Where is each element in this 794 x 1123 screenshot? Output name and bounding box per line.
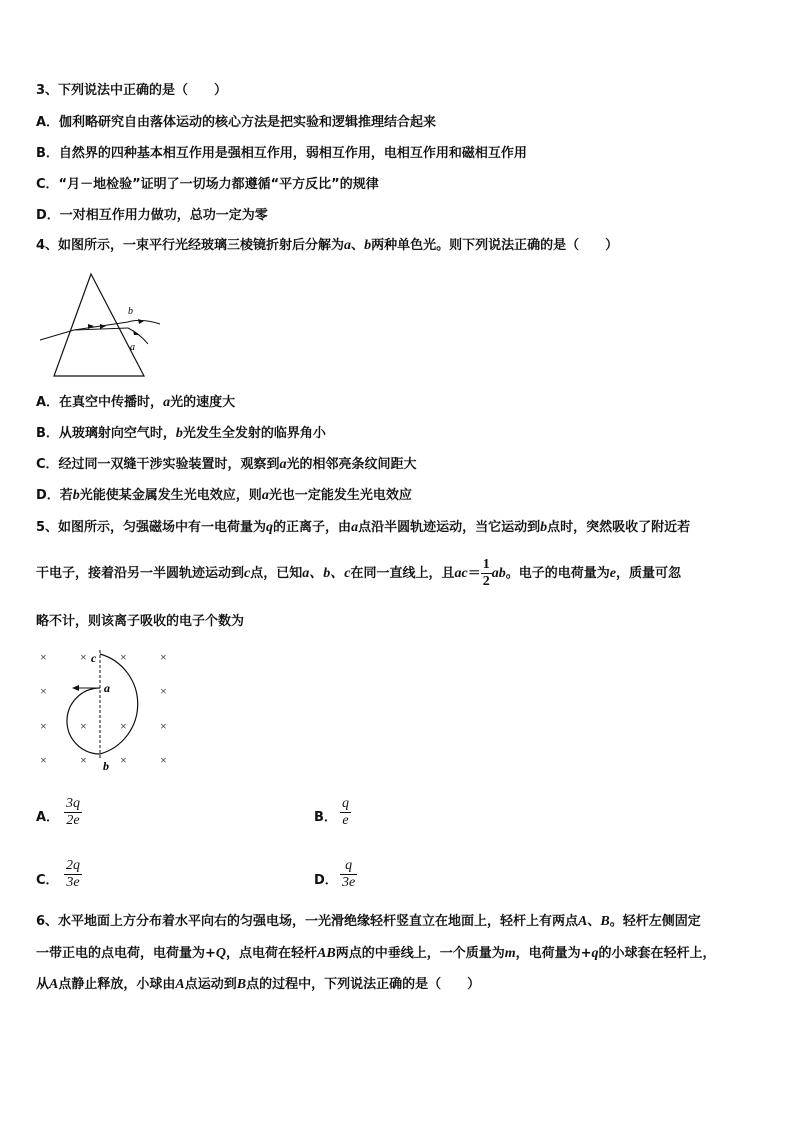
- q5-option-d-fraction: $\frac{q}{3e}$: [342, 858, 356, 890]
- q5-option-d-label: D．: [314, 873, 338, 888]
- field-cross: ×: [160, 753, 167, 767]
- half-fraction: $\frac{1}{2}$: [482, 557, 490, 589]
- q5-stem-line1: 5、如图所示，匀强磁场中有一电荷量为q的正离子，由a点沿半圆轨迹运动，当它运动到b点时，突然吸收了附近若: [36, 520, 691, 535]
- q4-option-a: A．在真空中传播时，a光的速度大: [36, 395, 236, 410]
- q5-option-a-label: A．: [36, 810, 60, 825]
- q5-option-b-label: B．: [314, 810, 337, 825]
- q3-option-d: D．一对相互作用力做功，总功一定为零: [36, 208, 268, 223]
- field-cross: ×: [120, 719, 127, 733]
- q6-stem-line2: 一带正电的点电荷，电荷量为+Q，点电荷在轻杆AB两点的中垂线上，一个质量为m，电荷量为+q的小球套在轻杆上，: [36, 946, 716, 961]
- q4-option-c: C．经过同一双缝干涉实验装置时，观察到a光的相邻亮条纹间距大: [36, 457, 417, 472]
- ray-b: [128, 320, 160, 324]
- label-b: b: [103, 759, 109, 773]
- q4-option-b: B．从玻璃射向空气时，b光发生全发射的临界角小: [36, 426, 326, 441]
- field-cross: ×: [40, 753, 47, 767]
- label-c: c: [91, 651, 97, 665]
- q6-stem-line3: 从A点静止释放，小球由A点运动到B点的过程中，下列说法正确的是（ ）: [36, 977, 481, 992]
- q3-option-a: A．伽利略研究自由落体运动的核心方法是把实验和逻辑推理结合起来: [36, 115, 437, 130]
- prism-figure: [36, 268, 166, 380]
- label-b: b: [128, 306, 133, 317]
- field-cross: ×: [80, 650, 87, 664]
- field-cross: ×: [160, 650, 167, 664]
- q5-option-c-label: C．: [36, 873, 59, 888]
- q5-stem-line2: 干电子，接着沿另一半圆轨迹运动到c点，已知a、b、c在同一直线上，且ac＝ $\frac{1}{2}$ ab。电子的电荷量为e，质量可忽: [36, 557, 681, 589]
- q3-option-b: B．自然界的四种基本相互作用是强相互作用，弱相互作用，电相互作用和磁相互作用: [36, 146, 527, 161]
- field-cross: ×: [40, 684, 47, 698]
- q5-option-c-fraction: $\frac{2q}{3e}$: [66, 858, 80, 890]
- q3-option-c: C．“月－地检验”证明了一切场力都遵循“平方反比”的规律: [36, 177, 379, 192]
- q6-stem-line1: 6、水平地面上方分布着水平向右的匀强电场，一光滑绝缘轻杆竖直立在地面上，轻杆上有两点A、B。轻杆左侧固定: [36, 914, 701, 929]
- q4-stem: 4、如图所示，一束平行光经玻璃三棱镜折射后分解为a、b两种单色光。则下列说法正确的是（ ）: [36, 238, 619, 253]
- q5-option-b-fraction: $\frac{q}{e}$: [342, 796, 349, 828]
- magnetic-field-figure: [34, 646, 184, 774]
- q5-stem-line3: 略不计，则该离子吸收的电子个数为: [36, 614, 245, 629]
- field-cross: ×: [40, 650, 47, 664]
- field-cross: ×: [80, 719, 87, 733]
- label-a: a: [104, 681, 110, 695]
- label-a: a: [130, 342, 135, 353]
- q4-option-d: D．若b光能使某金属发生光电效应，则a光也一定能发生光电效应: [36, 488, 412, 503]
- q3-stem: 3、下列说法中正确的是（ ）: [36, 83, 228, 98]
- glass-prism: [54, 274, 144, 376]
- field-cross: ×: [40, 719, 47, 733]
- trajectory-large: [100, 654, 138, 754]
- q5-option-a-fraction: $\frac{3q}{2e}$: [66, 796, 80, 828]
- field-cross: ×: [80, 753, 87, 767]
- field-cross: ×: [120, 753, 127, 767]
- field-cross: ×: [160, 684, 167, 698]
- field-cross: ×: [120, 650, 127, 664]
- field-crosses: [40, 650, 167, 767]
- field-cross: ×: [160, 719, 167, 733]
